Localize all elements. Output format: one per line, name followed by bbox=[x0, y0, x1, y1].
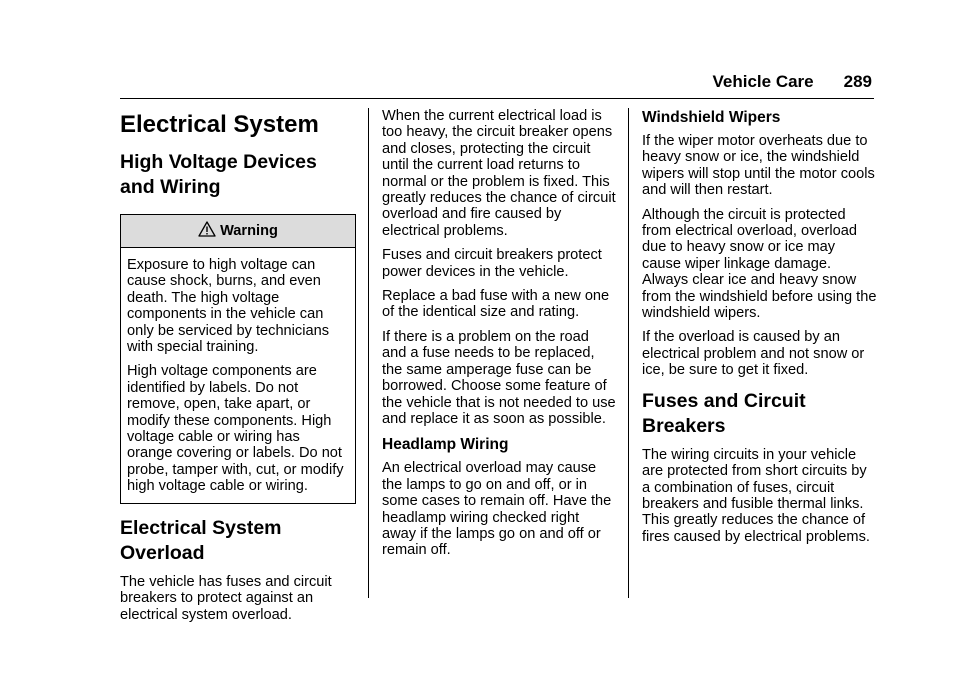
column-divider bbox=[368, 108, 369, 598]
warning-header bbox=[121, 215, 355, 248]
section-title: Vehicle Care bbox=[712, 72, 814, 91]
body-paragraph: If there is a problem on the road and a fuse needs to be replaced, the same amperage fuse can be borrowed. Choose some feature of the vehicle that is not needed to use and replace it as soon as possible. bbox=[382, 328, 616, 427]
warning-label: Warning bbox=[220, 222, 278, 239]
body-paragraph: Replace a bad fuse with a new one of the identical size and rating. bbox=[382, 288, 610, 321]
warning-paragraph: Exposure to high voltage can cause shock, burns, and even death. The high voltage components in the vehicle can only be serviced by technicians with special training. bbox=[127, 257, 329, 356]
body-paragraph: When the current electrical load is too heavy, the circuit breaker opens and closes, protecting the circuit until the current load returns to normal or the problem is fixed. This greatly reduces the chance of circuit overload and fire caused by electrical problems. bbox=[382, 108, 616, 239]
warning-triangle-icon bbox=[198, 221, 216, 241]
page-number: 289 bbox=[843, 72, 872, 91]
warning-paragraph: High voltage components are identified by labels. Do not remove, open, take apart, or modify these components. High voltage cable or wiring has orange covering or labels. Do not probe, tamper with, cut, or modify high voltage cable or wiring. bbox=[127, 363, 344, 495]
body-paragraph: The vehicle has fuses and circuit breakers to protect against an electrical system overload. bbox=[120, 573, 332, 623]
subheading-headlamp-wiring: Headlamp Wiring bbox=[382, 436, 509, 454]
section-heading-overload: Electrical System Overload bbox=[120, 516, 282, 564]
column-divider bbox=[628, 108, 629, 598]
page-title: Electrical System bbox=[120, 111, 319, 138]
section-heading-high-voltage: High Voltage Devices and Wiring bbox=[120, 151, 317, 198]
column-middle bbox=[382, 108, 616, 567]
body-paragraph: Although the circuit is protected from electrical overload, overload due to heavy snow or ice may cause wiper linkage damage. Always clear ice and heavy snow from the windshield before using the windshield wipers. bbox=[642, 206, 877, 322]
warning-body bbox=[121, 248, 355, 495]
column-left bbox=[120, 108, 356, 631]
body-paragraph: The wiring circuits in your vehicle are protected from short circuits by a combination of fuses, circuit breakers and fusible thermal links. This greatly reduces the chance of fires caused by electrical problems. bbox=[642, 446, 870, 545]
body-paragraph: Fuses and circuit breakers protect power devices in the vehicle. bbox=[382, 247, 602, 280]
section-heading-fuses: Fuses and Circuit Breakers bbox=[642, 389, 806, 437]
header-divider bbox=[120, 98, 874, 99]
body-paragraph: If the wiper motor overheats due to heavy snow or ice, the windshield wipers will stop until the motor cools and will then restart. bbox=[642, 133, 875, 199]
column-right bbox=[642, 108, 878, 553]
body-paragraph: If the overload is caused by an electrical problem and not snow or ice, be sure to get it fixed. bbox=[642, 329, 865, 379]
subheading-windshield-wipers: Windshield Wipers bbox=[642, 109, 781, 126]
body-paragraph: An electrical overload may cause the lamps to go on and off, or in some cases to remain off. Have the headlamp wiring checked right away if the lamps go on and off or remain off. bbox=[382, 460, 612, 559]
warning-box bbox=[120, 214, 356, 504]
page-header bbox=[713, 72, 873, 92]
